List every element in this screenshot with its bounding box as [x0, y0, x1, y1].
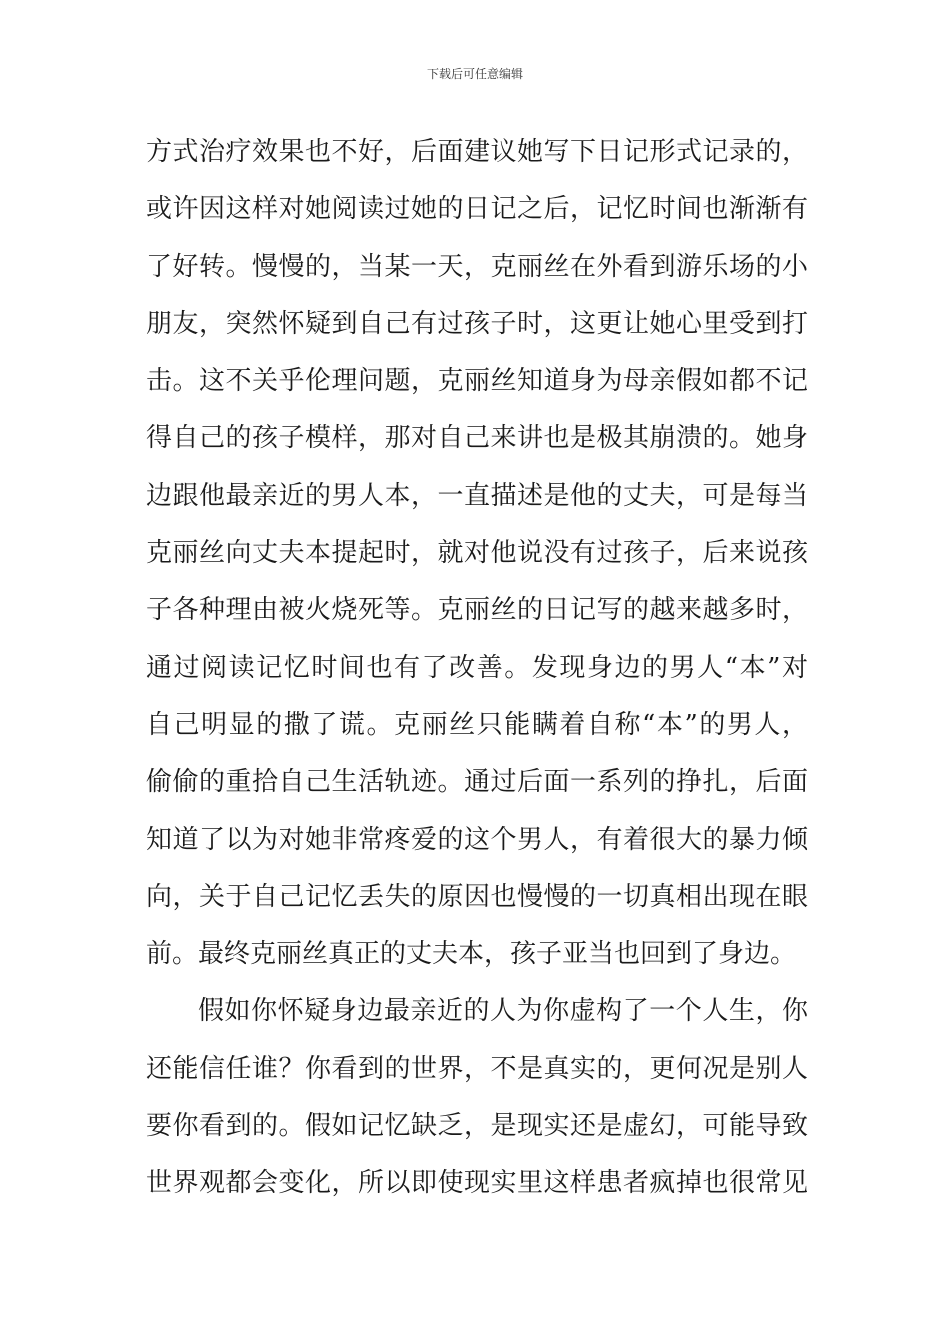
page-header: 下载后可任意编辑 [426, 67, 523, 81]
text-line: 朋友，突然怀疑到自己有过孩子时，这更让她心里受到打 [146, 308, 808, 339]
text-line: 子各种理由被火烧死等。克丽丝的日记写的越来越多时， [146, 595, 808, 626]
text-line: 世界观都会变化，所以即使现实里这样患者疯掉也很常见 [146, 1168, 808, 1199]
document-body [146, 124, 808, 1213]
text-line: 边跟他最亲近的男人本，一直描述是他的丈夫，可是每当 [146, 480, 808, 511]
text-line: 通过阅读记忆时间也有了改善。发现身边的男人“本”对 [146, 652, 808, 683]
paragraph-2 [146, 983, 808, 1212]
paragraph-1 [146, 124, 808, 983]
text-line: 要你看到的。假如记忆缺乏，是现实还是虚幻，可能导致 [146, 1111, 808, 1142]
text-line: 假如你怀疑身边最亲近的人为你虚构了一个人生，你 [198, 996, 808, 1027]
text-line: 或许因这样对她阅读过她的日记之后，记忆时间也渐渐有 [146, 194, 808, 225]
text-line: 克丽丝向丈夫本提起时，就对他说没有过孩子，后来说孩 [146, 538, 808, 569]
text-line: 方式治疗效果也不好，后面建议她写下日记形式记录的， [146, 137, 808, 167]
text-line: 得自己的孩子模样，那对自己来讲也是极其崩溃的。她身 [146, 423, 808, 454]
text-line: 知道了以为对她非常疼爱的这个男人，有着很大的暴力倾 [146, 824, 808, 855]
text-line: 还能信任谁？你看到的世界，不是真实的，更何况是别人 [146, 1053, 808, 1084]
text-line: 自己明显的撒了谎。克丽丝只能瞒着自称“本”的男人， [146, 709, 808, 740]
text-line: 向，关于自己记忆丢失的原因也慢慢的一切真相出现在眼 [146, 881, 808, 912]
text-line: 击。这不关乎伦理问题，克丽丝知道身为母亲假如都不记 [146, 366, 808, 397]
text-line: 前。最终克丽丝真正的丈夫本，孩子亚当也回到了身边。 [146, 939, 797, 970]
text-line: 了好转。慢慢的，当某一天，克丽丝在外看到游乐场的小 [146, 251, 808, 282]
text-line: 偷偷的重拾自己生活轨迹。通过后面一系列的挣扎，后面 [146, 767, 808, 798]
